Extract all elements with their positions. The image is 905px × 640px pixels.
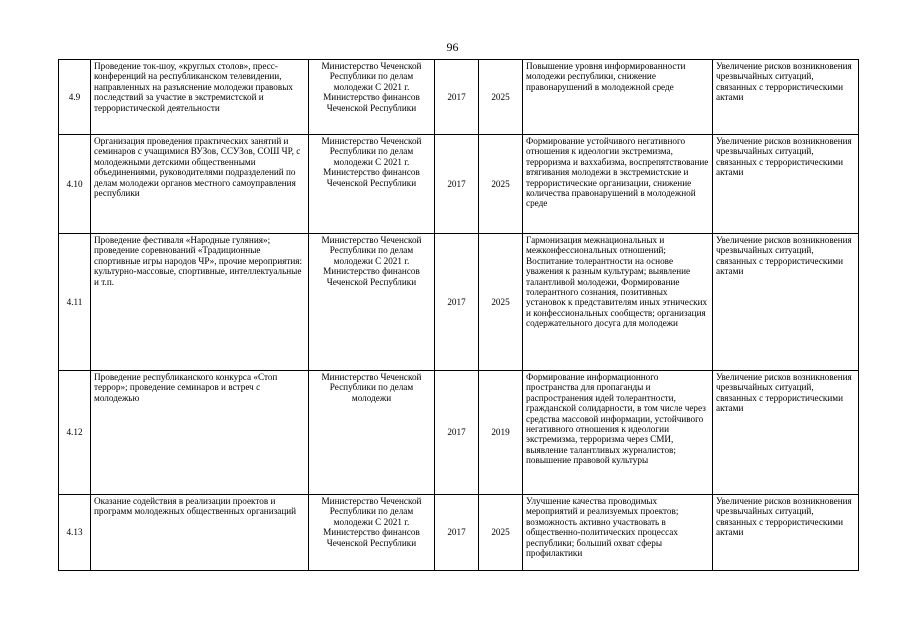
table-row xyxy=(59,60,859,135)
row-number: 4.13 xyxy=(59,495,91,571)
activity-cell: Оказание содействия в реализации проектов и программ молодежных общественных организаций xyxy=(91,495,309,571)
risk-cell: Увеличение рисков возникновения чрезвычайных ситуаций, связанных с террористическими актами xyxy=(713,135,859,234)
measures-table xyxy=(58,59,859,571)
table-row xyxy=(59,135,859,234)
page-number: 96 xyxy=(446,40,459,54)
end-year-cell: 2025 xyxy=(479,135,523,234)
row-number: 4.9 xyxy=(59,60,91,135)
result-cell: Гармонизация межнациональных и межконфессиональных отношений; Воспитание толерантности на основе уважения к разным культурам; выявление талантливой молодежи, Формирование толерантного сознания, позитивных установок к представителям иных этнических и конфессиональных сообществ; организация содержательного досуга для молодежи xyxy=(523,234,713,371)
risk-cell: Увеличение рисков возникновения чрезвычайных ситуаций, связанных с террористическими актами xyxy=(713,371,859,495)
start-year-cell: 2017 xyxy=(435,495,479,571)
executor-cell: Министерство Чеченской Республики по делам молодежи С 2021 г. Министерство финансов Чеченской Республики xyxy=(309,135,435,234)
result-cell: Формирование информационного пространства для пропаганды и распространения идей толерантности, гражданской солидарности, в том числе через средства массовой информации, устойчивого негативного отношения к идеологии экстремизма, терроризма через СМИ, выявление талантливых журналистов; повышение правовой культуры xyxy=(523,371,713,495)
end-year-cell: 2025 xyxy=(479,234,523,371)
start-year-cell: 2017 xyxy=(435,60,479,135)
executor-cell: Министерство Чеченской Республики по делам молодежи С 2021 г. Министерство финансов Чеченской Республики xyxy=(309,495,435,571)
executor-cell: Министерство Чеченской Республики по делам молодежи С 2021 г. Министерство финансов Чеченской Республики xyxy=(309,234,435,371)
executor-cell: Министерство Чеченской Республики по делам молодежи xyxy=(309,371,435,495)
end-year-cell: 2025 xyxy=(479,495,523,571)
row-number: 4.10 xyxy=(59,135,91,234)
start-year-cell: 2017 xyxy=(435,234,479,371)
table-row xyxy=(59,234,859,371)
row-number: 4.11 xyxy=(59,234,91,371)
risk-cell: Увеличение рисков возникновения чрезвычайных ситуаций, связанных с террористическими актами xyxy=(713,495,859,571)
result-cell: Улучшение качества проводимых мероприятий и реализуемых проектов; возможность активно участвовать в общественно-политических процессах республики; больший охват сферы профилактики xyxy=(523,495,713,571)
result-cell: Повышение уровня информированности молодежи республики, снижение правонарушений в молодежной среде xyxy=(523,60,713,135)
row-number: 4.12 xyxy=(59,371,91,495)
end-year-cell: 2019 xyxy=(479,371,523,495)
activity-cell: Организация проведения практических занятий и семинаров с учащимися ВУЗов, ССУЗов, СОШ ЧР, с молодежными детскими общественными объединениями, руководителями подразделений по делам молодежи органов местного самоуправления республики xyxy=(91,135,309,234)
result-cell: Формирование устойчивого негативного отношения к идеологии экстремизма, терроризма и ваххабизма, воспрепятствование втягивания молодежи в экстремистские и террористические организации, снижение количества правонарушений в молодежной среде xyxy=(523,135,713,234)
executor-cell: Министерство Чеченской Республики по делам молодежи С 2021 г. Министерство финансов Чеченской Республики xyxy=(309,60,435,135)
activity-cell: Проведение республиканского конкурса «Стоп террор»; проведение семинаров и встреч с молодежью xyxy=(91,371,309,495)
risk-cell: Увеличение рисков возникновения чрезвычайных ситуаций, связанных с террористическими актами xyxy=(713,60,859,135)
end-year-cell: 2025 xyxy=(479,60,523,135)
activity-cell: Проведение ток-шоу, «круглых столов», пресс-конференций на республиканском телевидении, направленных на разъяснение молодежи правовых последствий за участие в экстремистской и террористической деятельности xyxy=(91,60,309,135)
start-year-cell: 2017 xyxy=(435,135,479,234)
table-row xyxy=(59,495,859,571)
table-row xyxy=(59,371,859,495)
activity-cell: Проведение фестиваля «Народные гуляния»; проведение соревнований «Традиционные спортивные игры народов ЧР», прочие мероприятия: культурно-массовые, спортивные, интеллектуальные и т.п. xyxy=(91,234,309,371)
start-year-cell: 2017 xyxy=(435,371,479,495)
risk-cell: Увеличение рисков возникновения чрезвычайных ситуаций, связанных с террористическими актами xyxy=(713,234,859,371)
